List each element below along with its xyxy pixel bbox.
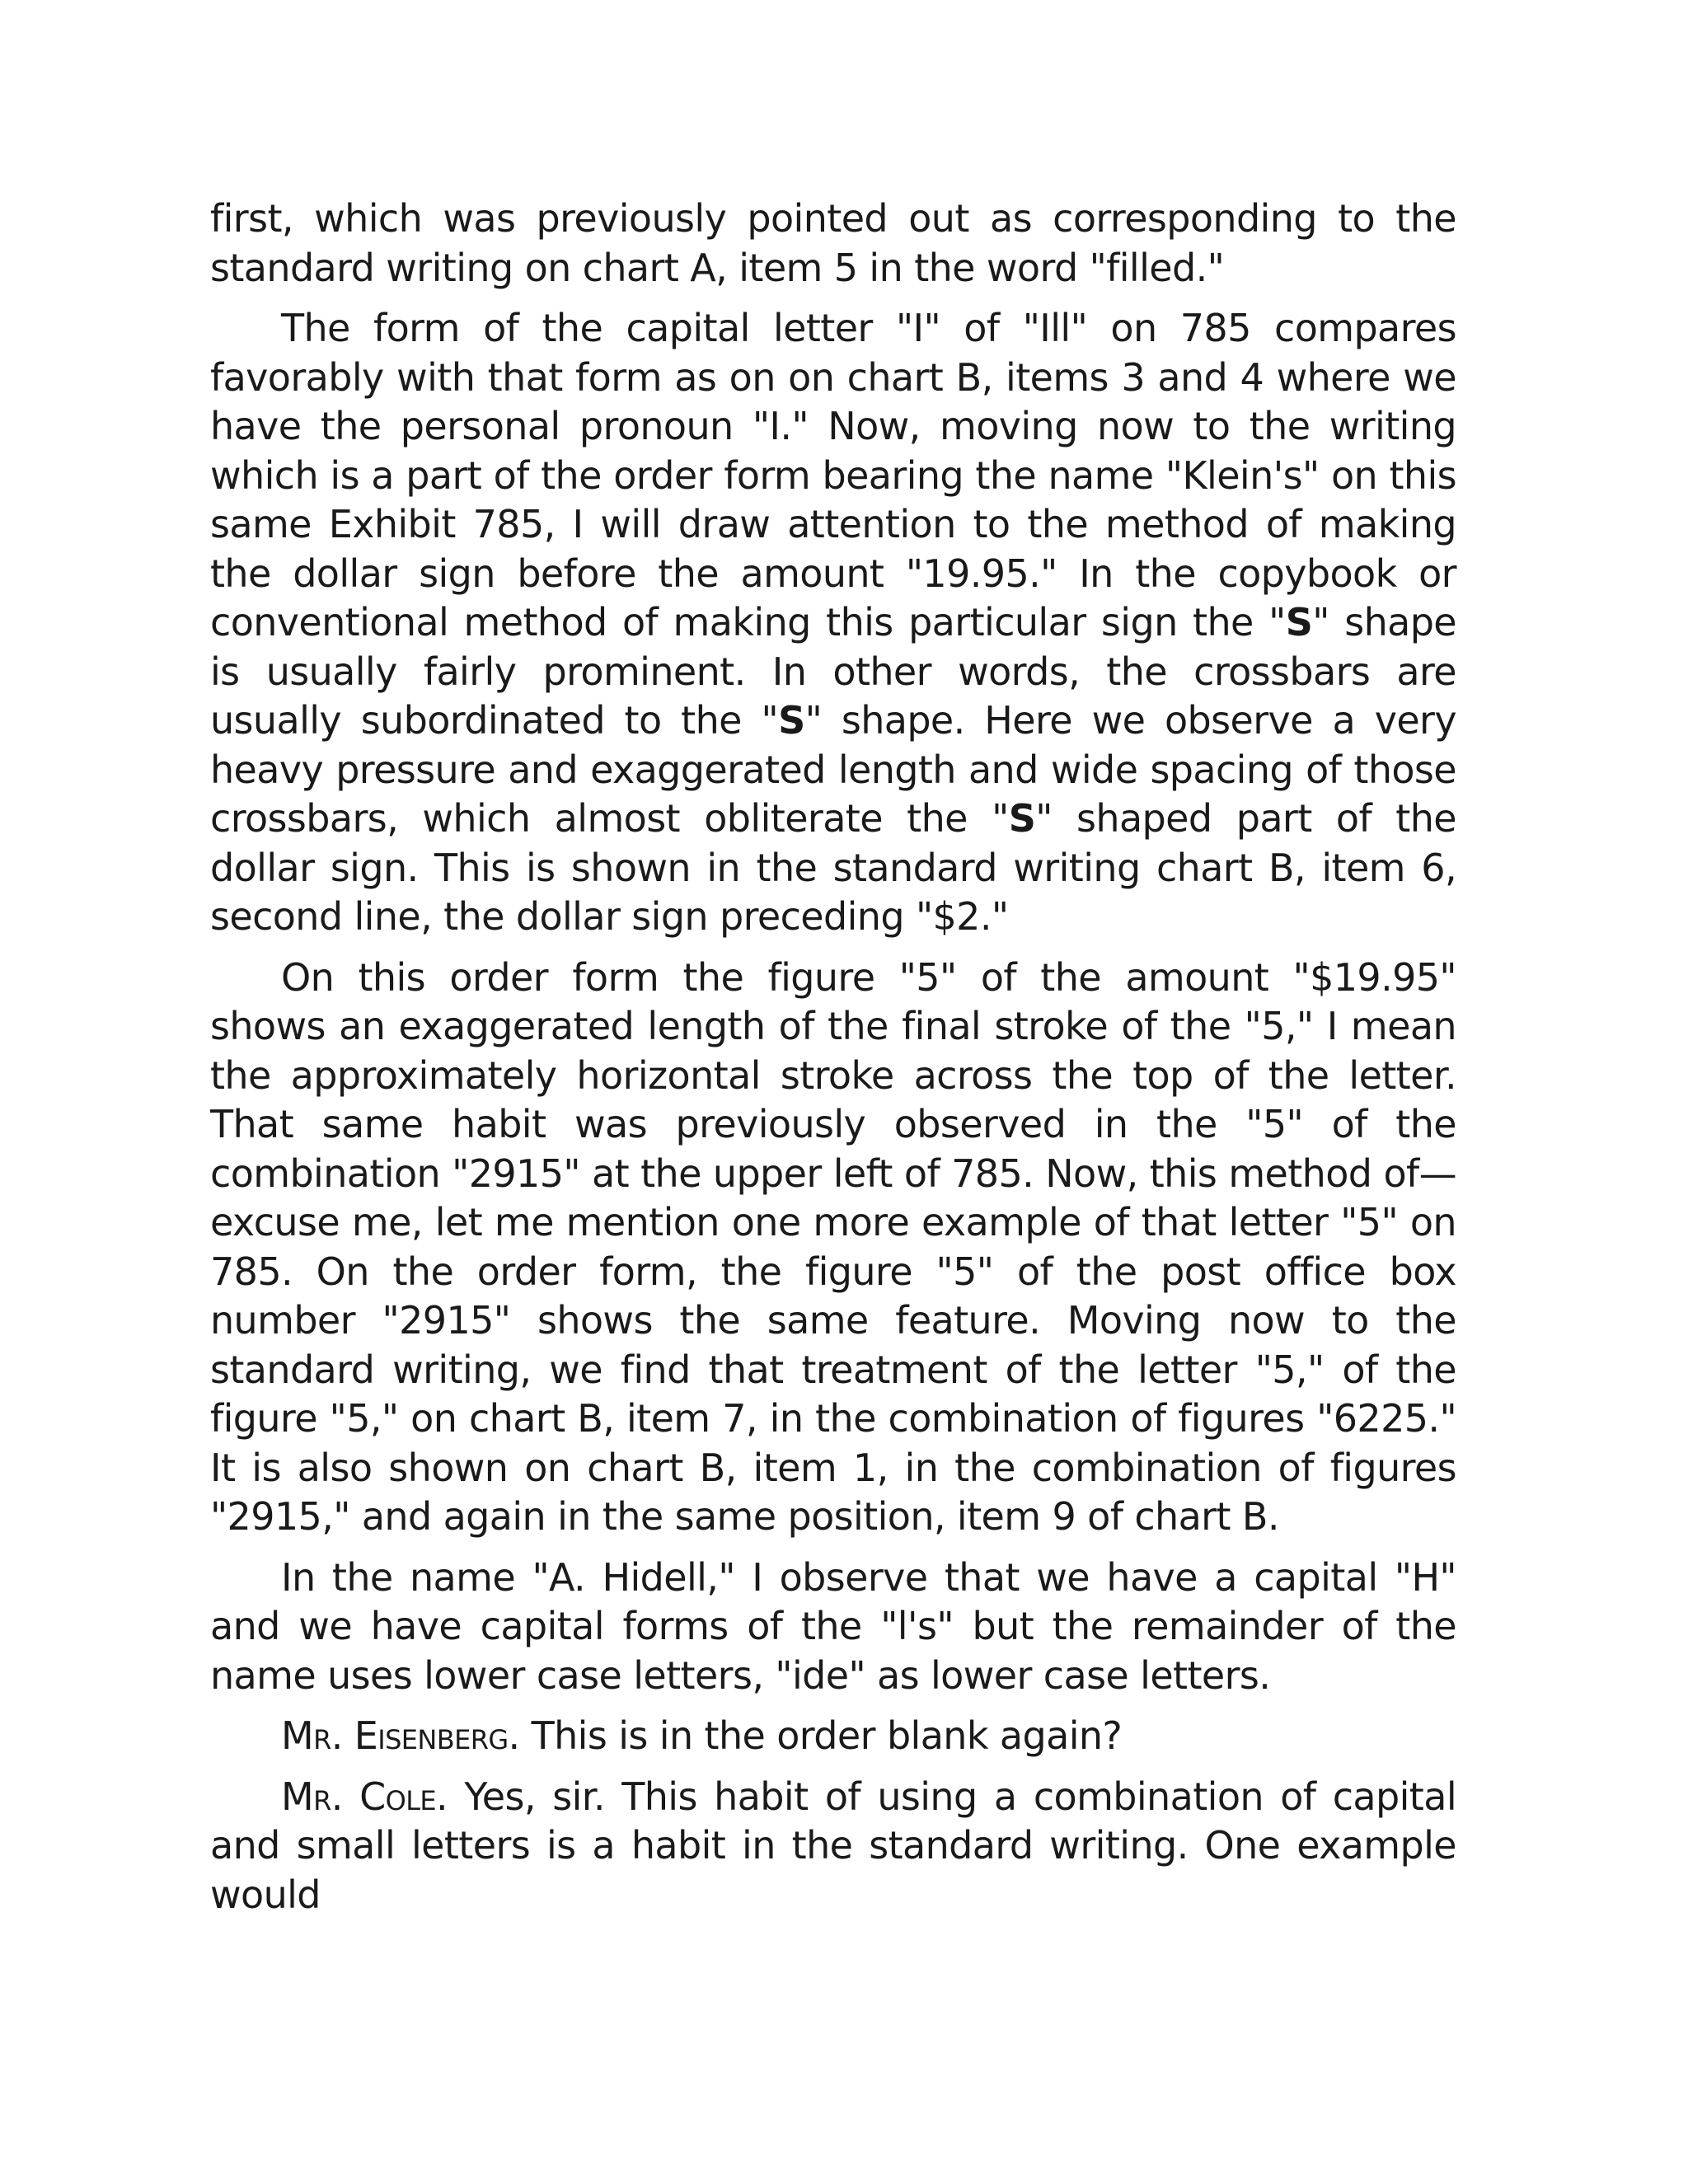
speaker-name-cole: Mr. Cole. (281, 1774, 448, 1819)
paragraph-2-part-1: The form of the capital letter "I" of "Ill" on 785 compares favorably with that form as on on chart B, items 3 and 4 where we have the personal pronoun "I." Now, moving now to the writing which is a part of the order form bearing the name "Klein's" on this same Exhibit 785, I will draw attention to the method of making the dollar sign before the amount "19.95." In the copybook or conventional method of making this particular sign the " (210, 306, 1456, 644)
bold-s-3: S (1008, 796, 1036, 841)
bold-s-1: S (1285, 600, 1313, 644)
document-page (210, 194, 1456, 1919)
paragraph-2-part-2: " shape is usually fairly prominent. In other words, the crossbars are usually subordinated to the " (210, 600, 1457, 743)
paragraph-3: On this order form the figure "5" of the amount "$19.95" shows an exaggerated length of the final stroke of the "5," I mean the approximately horizontal stroke across the top of the letter. That same habit was previously observed in the "5" of the combination "2915" at the upper left of 785. Now, this method of—excuse me, let me mention one more example of that letter "5" on 785. On the order form, the figure "5" of the post office box number "2915" shows the same feature. Moving now to the standard writing, we find that treatment of the letter "5," of the figure "5," on chart B, item 7, in the combination of figures "6225." It is also shown on chart B, item 1, in the combination of figures "2915," and again in the same position, item 9 of chart B. (210, 954, 1456, 1539)
dialogue-text-eisenberg: This is in the order blank again? (519, 1713, 1123, 1758)
paragraph-2 (210, 304, 1456, 942)
paragraph-2-part-3: " shape. Here we observe a very heavy pressure and exaggerated length and wide spacing of those crossbars, which almost obliterate the " (210, 698, 1456, 841)
speaker-name-eisenberg: Mr. Eisenberg. (281, 1713, 520, 1758)
dialogue-eisenberg (210, 1712, 1456, 1761)
paragraph-2-part-4: " shaped part of the dollar sign. This is shown in the standard writing chart B, item 6, second line, the dollar sign preceding "$2." (210, 796, 1456, 939)
dialogue-cole (210, 1773, 1456, 1920)
paragraph-4: In the name "A. Hidell," I observe that we have a capital "H" and we have capital forms of the "l's" but the remainder of the name uses lower case letters, "ide" as lower case letters. (210, 1554, 1456, 1698)
paragraph-1: first, which was previously pointed out as corresponding to the standard writing on chart A, item 5 in the word "filled." (210, 196, 1456, 290)
dialogue-text-cole: Yes, sir. This habit of using a combination of capital and small letters is a habit in the standard writing. One example would (210, 1774, 1456, 1917)
bold-s-2: S (778, 698, 805, 743)
